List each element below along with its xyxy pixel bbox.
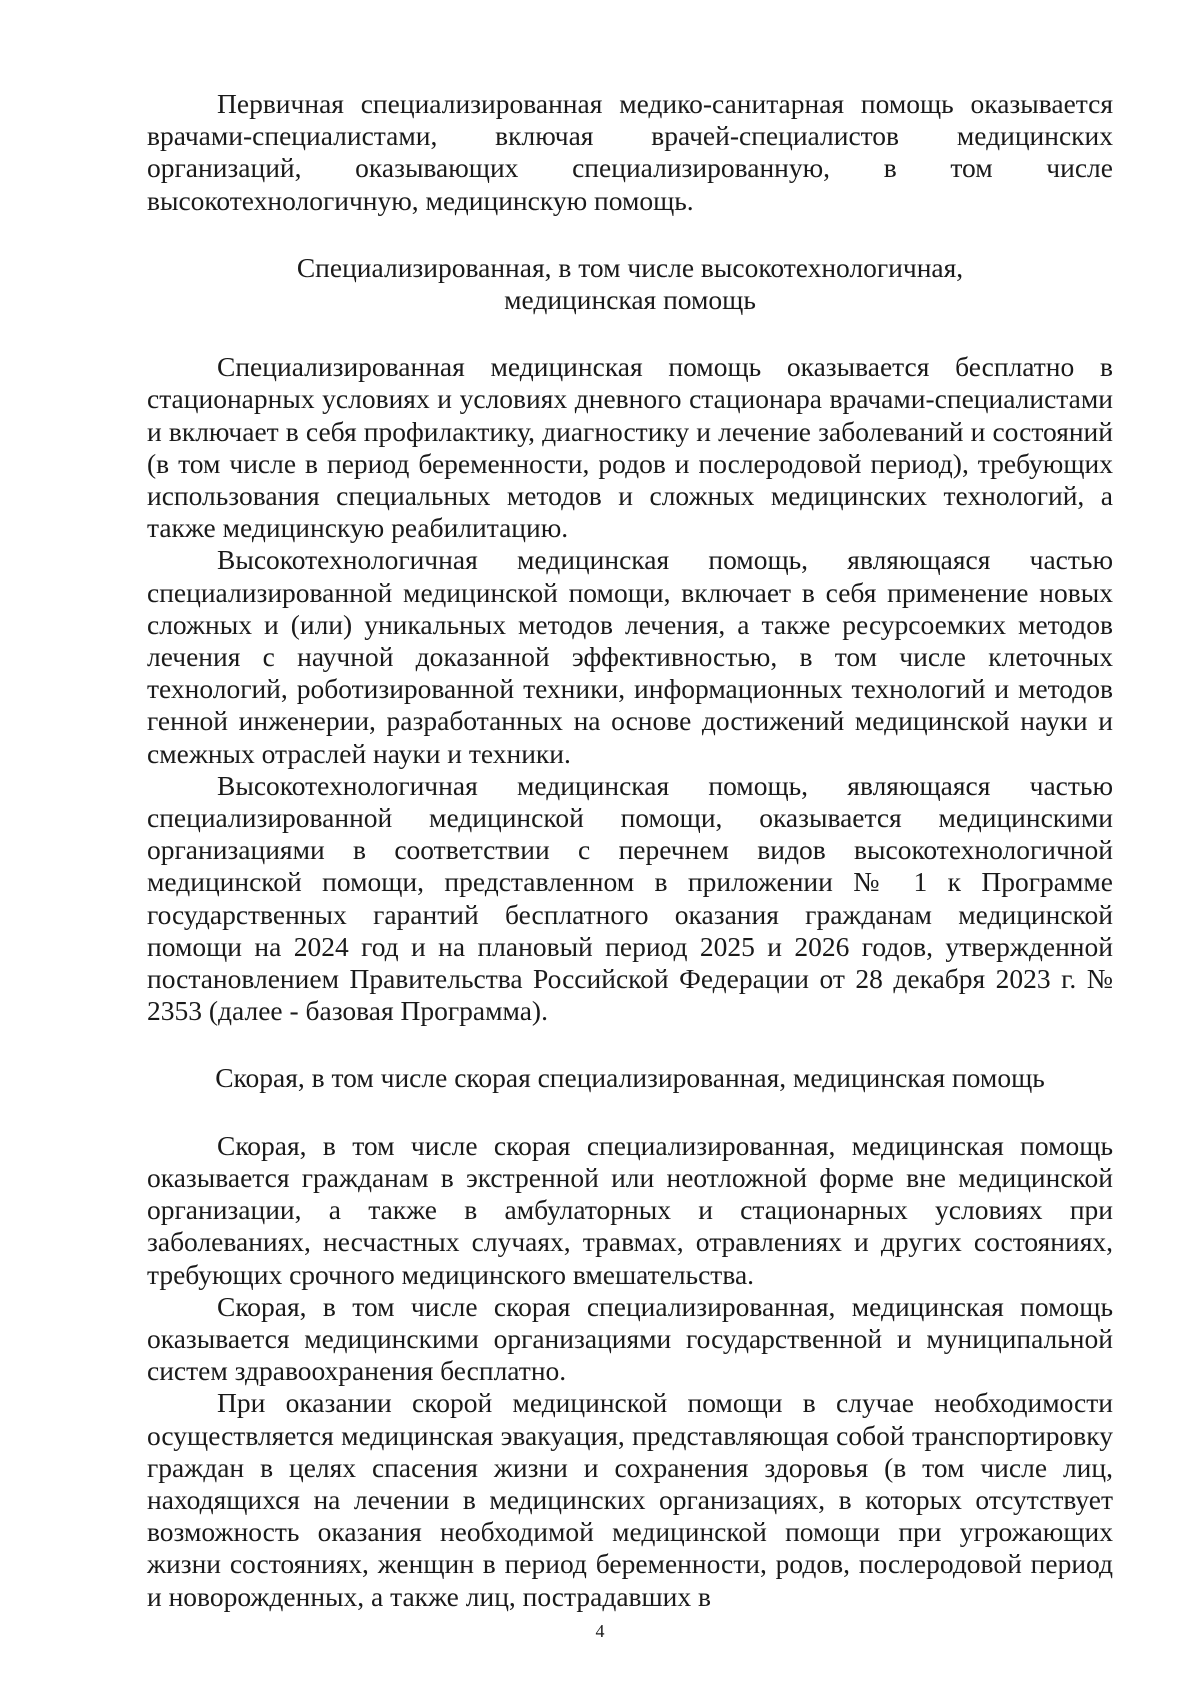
section-heading-specialized <box>147 252 1113 316</box>
section-heading-line: Специализированная, в том числе высокотехнологичная, <box>296 251 964 283</box>
paragraph: При оказании скорой медицинской помощи в случае необходимости осуществляется медицинская эвакуация, представляющая собой транспортировку граждан в целях спасения жизни и сохранения здоровья (в том числе лиц, находящихся на лечении в медицинских организациях, в которых отсутствует возможность оказания необходимой медицинской помощи при угрожающих жизни состояниях, женщин в период беременности, родов, послеродовой период и новорожденных, а также лиц, пострадавших в <box>147 1387 1113 1612</box>
paragraph: Высокотехнологичная медицинская помощь, являющаяся частью специализированной медицинской помощи, оказывается медицинскими организациями в соответствии с перечнем видов высокотехнологичной медицинской помощи, представленном в приложении № 1 к Программе государственных гарантий бесплатного оказания гражданам медицинской помощи на 2024 год и на плановый период 2025 и 2026 годов, утвержденной постановлением Правительства Российской Федерации от 28 декабря 2023 г. № 2353 (далее - базовая Программа). <box>147 769 1113 1027</box>
paragraph: Скорая, в том числе скорая специализированная, медицинская помощь оказывается гражданам в экстренной или неотложной форме вне медицинской организации, а также в амбулаторных и стационарных условиях при заболеваниях, несчастных случаях, травмах, отравлениях и других состояниях, требующих срочного медицинского вмешательства. <box>147 1129 1113 1290</box>
section-heading-line: Скорая, в том числе скорая специализированная, медицинская помощь <box>215 1062 1045 1094</box>
section-heading-line: медицинская помощь <box>504 284 756 316</box>
section-body-emergency <box>147 1130 1113 1613</box>
document-page <box>147 88 1113 1613</box>
page-number: 4 <box>595 1621 605 1641</box>
paragraph: Специализированная медицинская помощь оказывается бесплатно в стационарных условиях и условиях дневного стационара врачами-специалистами и включает в себя профилактику, диагностику и лечение заболеваний и состояний (в том числе в период беременности, родов и послеродовой период), требующих использования специальных методов и сложных медицинских технологий, а также медицинскую реабилитацию. <box>147 351 1113 544</box>
section-body-specialized <box>147 351 1113 1027</box>
section-heading-emergency <box>147 1062 1113 1094</box>
paragraph: Скорая, в том числе скорая специализированная, медицинская помощь оказывается медицинскими организациями государственной и муниципальной систем здравоохранения бесплатно. <box>147 1290 1113 1387</box>
paragraph: Высокотехнологичная медицинская помощь, являющаяся частью специализированной медицинской помощи, включает в себя применение новых сложных и (или) уникальных методов лечения, а также ресурсоемких методов лечения с научной доказанной эффективностью, в том числе клеточных технологий, роботизированной техники, информационных технологий и методов генной инженерии, разработанных на основе достижений медицинской науки и смежных отраслей науки и техники. <box>147 544 1113 769</box>
intro-paragraph: Первичная специализированная медико-санитарная помощь оказывается врачами-специалистами, включая врачей-специалистов медицинских организаций, оказывающих специализированную, в том числе высокотехнологичную, медицинскую помощь. <box>147 88 1113 216</box>
